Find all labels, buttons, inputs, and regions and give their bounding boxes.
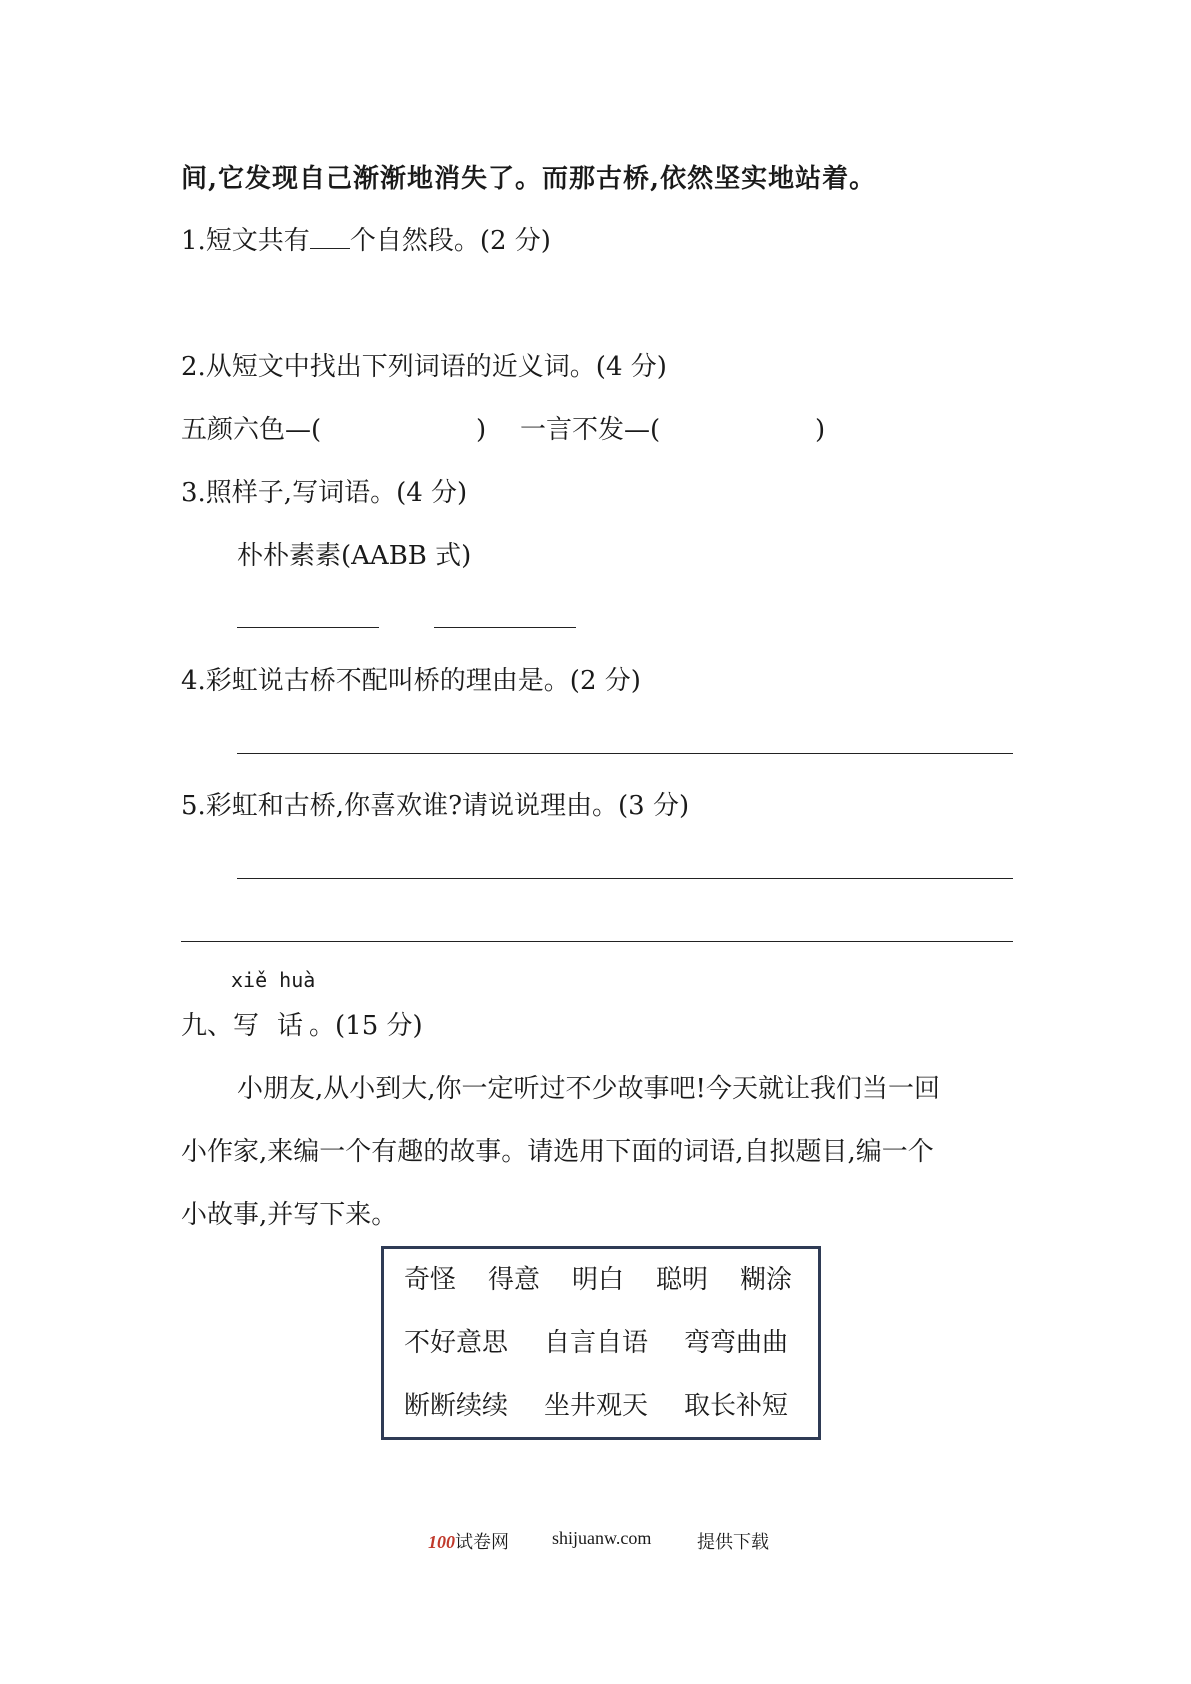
word-item: 弯弯曲曲 <box>684 1328 789 1358</box>
question-3-example: 朴朴素素(AABB 式) <box>237 541 472 571</box>
question-2-item-2-close: ) <box>815 415 826 445</box>
word-box-row-2 <box>404 1326 788 1360</box>
section-9-heading-char-2: 话 <box>277 1011 304 1041</box>
section-9-heading-char-1: 写 <box>233 1011 260 1041</box>
question-2-prompt: 2.从短文中找出下列词语的近义词。(4 分) <box>181 352 667 382</box>
section-9-heading-suffix: 。(15 分) <box>309 1011 423 1041</box>
question-5-prompt: 5.彩虹和古桥,你喜欢谁?请说说理由。(3 分) <box>181 791 690 821</box>
question-1-text-before: 1.短文共有 <box>181 226 310 256</box>
word-item: 断断续续 <box>404 1391 509 1421</box>
footer-logo-text: 试卷网 <box>455 1532 509 1552</box>
question-4-prompt: 4.彩虹说古桥不配叫桥的理由是。(2 分) <box>181 666 641 696</box>
word-item: 取长补短 <box>684 1391 789 1421</box>
section-9-heading-prefix: 九、 <box>181 1011 234 1041</box>
section-9-paragraph-line-3: 小故事,并写下来。 <box>181 1200 398 1230</box>
word-item: 奇怪 <box>404 1265 457 1295</box>
footer-note: 提供下载 <box>697 1532 769 1552</box>
word-item: 自言自语 <box>544 1328 649 1358</box>
footer-logo <box>428 1528 509 1554</box>
question-2-item-2: 一言不发—( <box>520 415 661 445</box>
question-4-answer-line[interactable] <box>237 753 1013 754</box>
word-item: 糊涂 <box>740 1265 793 1295</box>
word-item: 不好意思 <box>404 1328 509 1358</box>
section-9-pinyin: xiě huà <box>231 968 316 992</box>
question-3-answer-line-2[interactable] <box>434 627 576 628</box>
section-9-heading <box>181 1009 423 1043</box>
question-5-answer-line-2[interactable] <box>181 941 1013 942</box>
question-5-answer-line-1[interactable] <box>237 878 1013 879</box>
question-1 <box>181 224 551 258</box>
word-item: 得意 <box>488 1265 541 1295</box>
word-box <box>381 1246 821 1440</box>
section-9-paragraph-line-2: 小作家,来编一个有趣的故事。请选用下面的词语,自拟题目,编一个 <box>181 1137 934 1167</box>
passage-tail: 间,它发现自己渐渐地消失了。而那古桥,依然坚实地站着。 <box>181 164 877 194</box>
word-box-row-3 <box>404 1389 788 1423</box>
question-2-answer-2[interactable] <box>673 413 813 447</box>
question-2-item-1: 五颜六色—( <box>181 415 322 445</box>
word-item: 坐井观天 <box>544 1391 649 1421</box>
question-3-answer-line-1[interactable] <box>237 627 379 628</box>
section-9-paragraph-line-1: 小朋友,从小到大,你一定听过不少故事吧!今天就让我们当一回 <box>237 1074 940 1104</box>
question-1-blank[interactable] <box>310 226 350 249</box>
word-item: 聪明 <box>656 1265 709 1295</box>
word-item: 明白 <box>572 1265 625 1295</box>
footer-site[interactable]: shijuanw.com <box>552 1528 652 1548</box>
question-1-text-after: 个自然段。(2 分) <box>349 226 551 256</box>
question-3-prompt: 3.照样子,写词语。(4 分) <box>181 478 468 508</box>
footer-logo-mark: 100 <box>428 1532 455 1552</box>
word-box-row-1 <box>404 1263 792 1297</box>
question-2-answer-1[interactable] <box>334 413 474 447</box>
question-2-item-1-close: ) <box>476 415 487 445</box>
